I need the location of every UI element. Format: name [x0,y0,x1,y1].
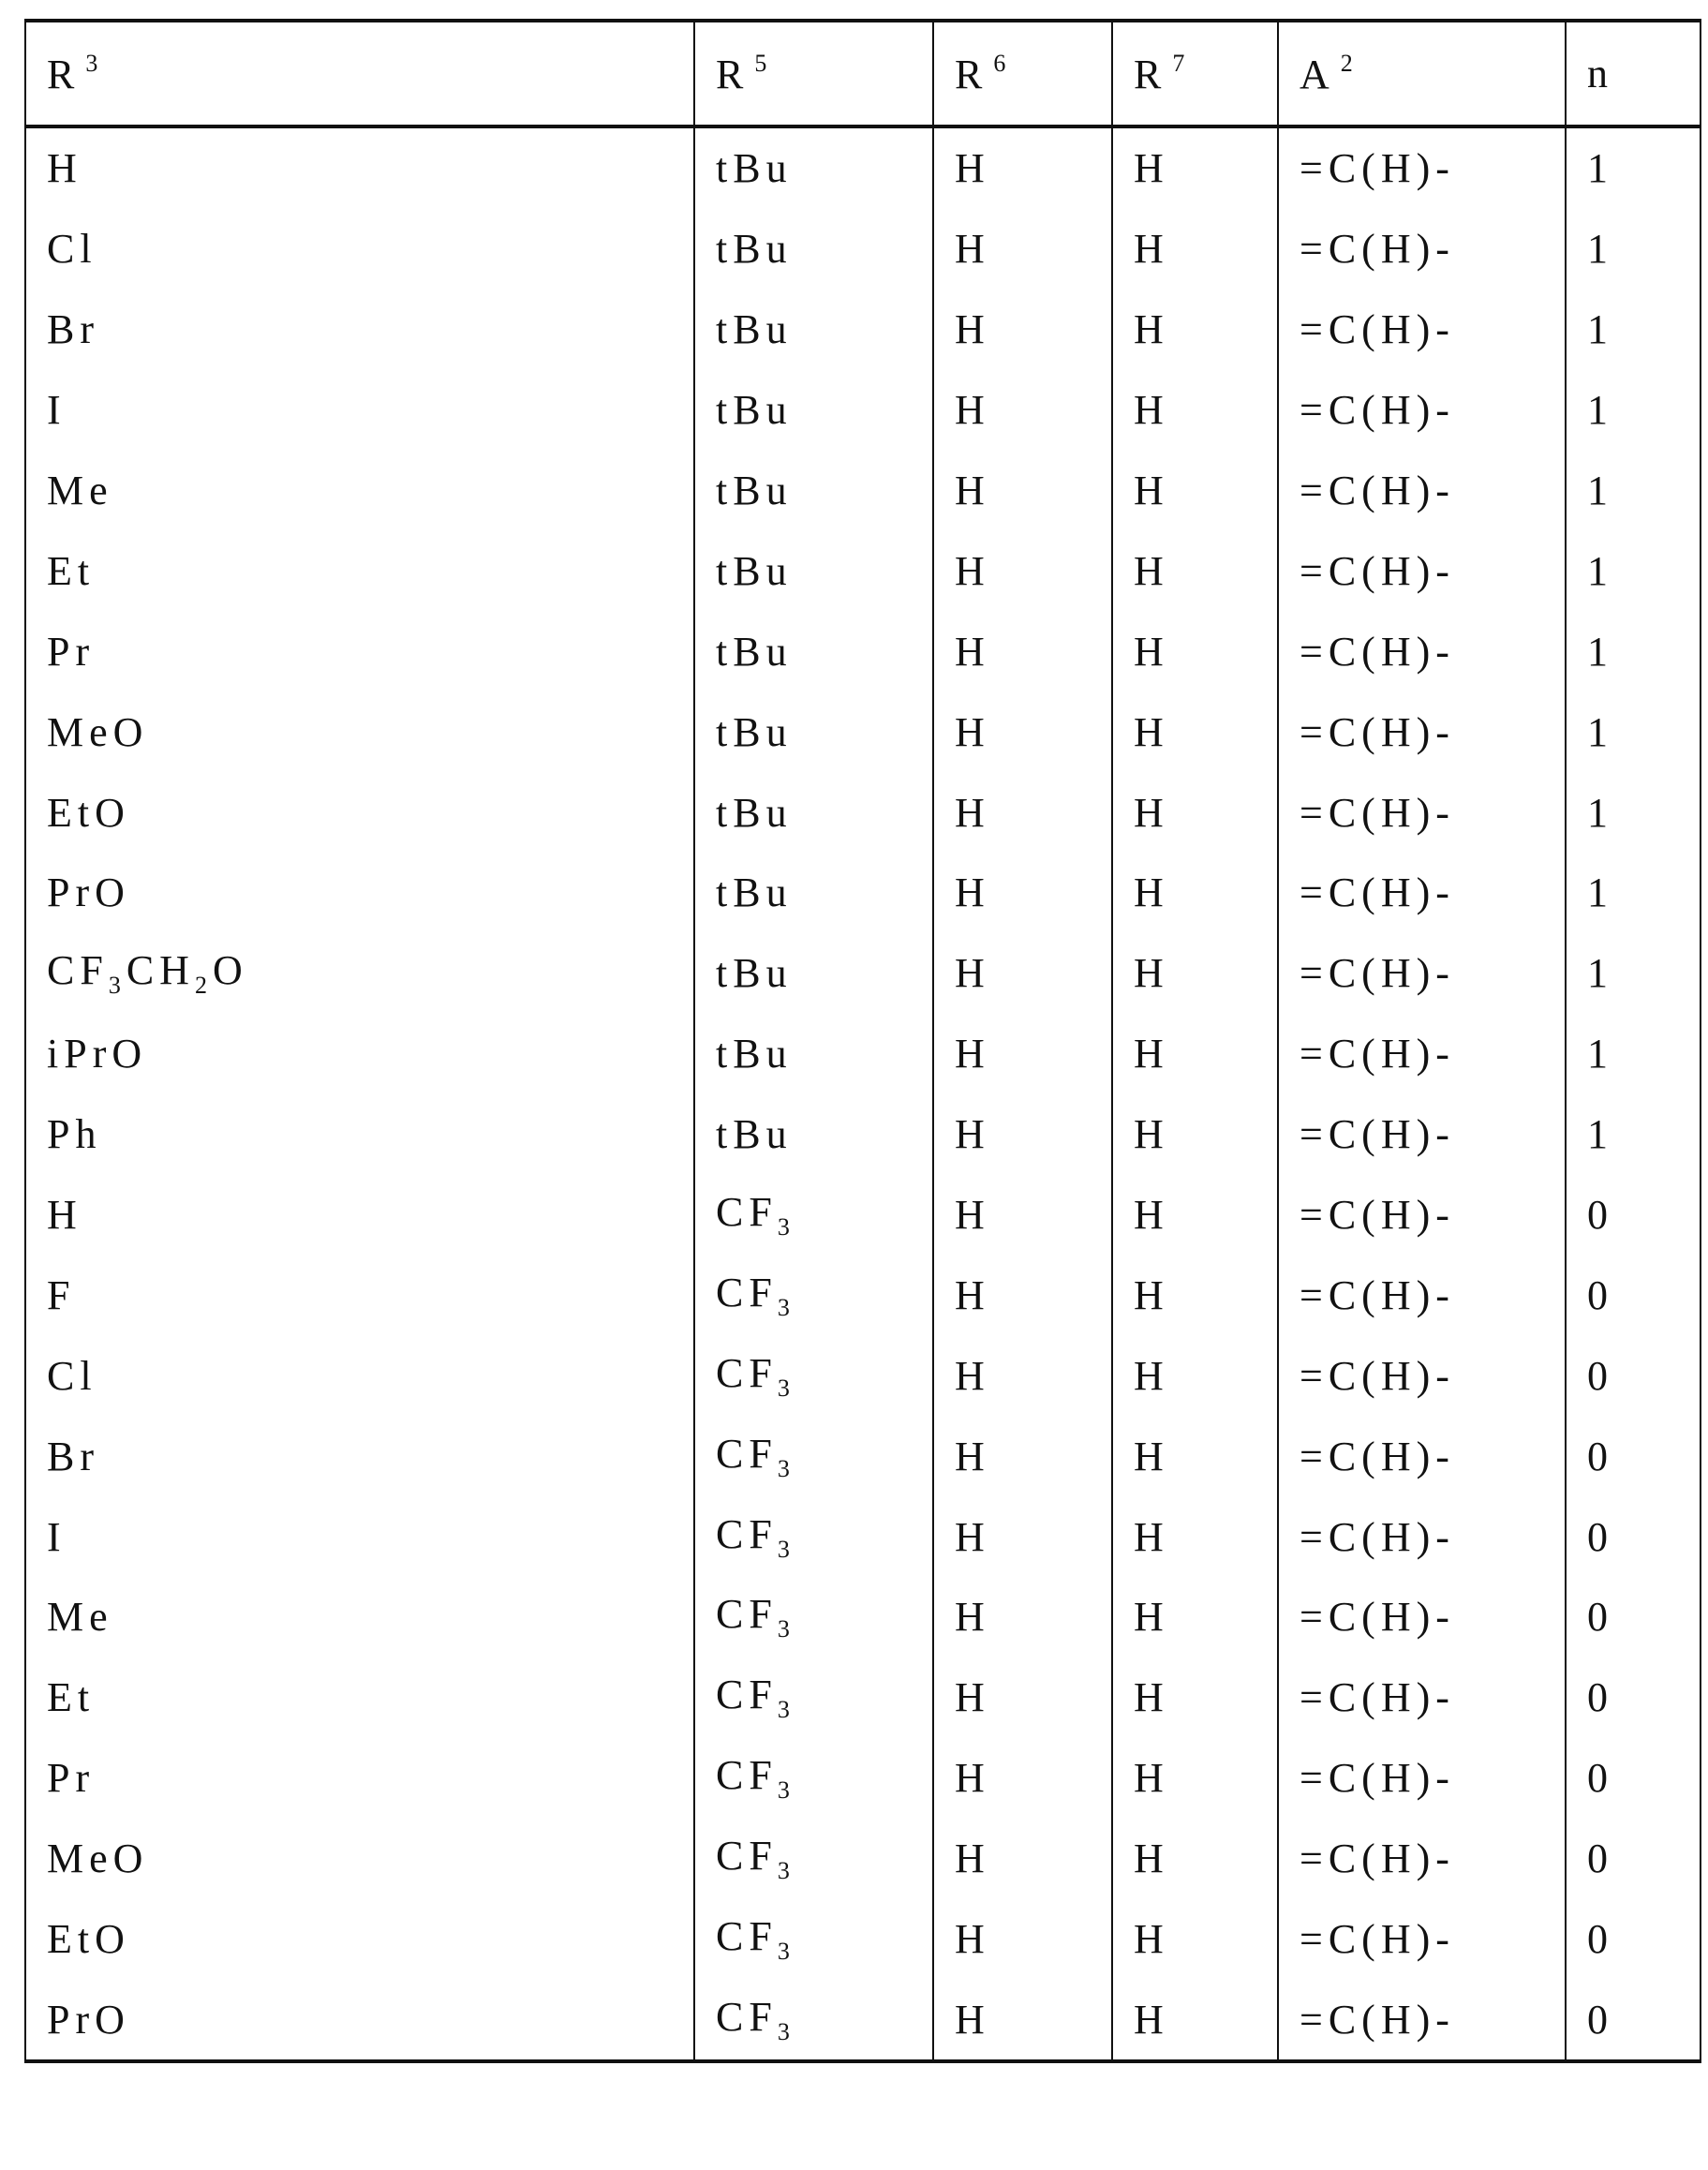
cell-r6: H [933,126,1112,209]
table-row [25,1255,1701,1335]
cell-n: 1 [1566,1014,1701,1094]
cell-r6: H [933,1014,1112,1094]
cell-r6: H [933,1819,1112,1899]
substituent-table [24,19,1701,2063]
cell-r3: Pr [25,611,694,691]
cell-n: 1 [1566,209,1701,290]
cell-n: 0 [1566,1416,1701,1496]
table-row [25,530,1701,611]
cell-r3: H [25,126,694,209]
cell-a2: =C(H)- [1278,126,1566,209]
cell-n: 1 [1566,611,1701,691]
cell-n: 0 [1566,1335,1701,1416]
cell-r5: $CF_3$ [694,1899,933,1980]
table-body [25,126,1701,2061]
table-row [25,1738,1701,1819]
cell-r3: Cl [25,1335,694,1416]
cell-r5: tBu [694,530,933,611]
cell-n: 1 [1566,451,1701,531]
cell-a2: =C(H)- [1278,1577,1566,1657]
cell-n: 0 [1566,1899,1701,1980]
cell-r5: tBu [694,370,933,451]
cell-r3: EtO [25,772,694,853]
cell-r3: PrO [25,1979,694,2061]
cell-r7: H [1112,1577,1278,1657]
cell-n: 0 [1566,1255,1701,1335]
header-r6: R $^6$ [933,21,1112,126]
cell-r7: H [1112,853,1278,933]
cell-n: 0 [1566,1657,1701,1738]
cell-r7: H [1112,1335,1278,1416]
table-row [25,370,1701,451]
table-row [25,1175,1701,1256]
cell-n: 1 [1566,1094,1701,1175]
cell-a2: =C(H)- [1278,853,1566,933]
cell-r5: tBu [694,290,933,370]
cell-a2: =C(H)- [1278,1899,1566,1980]
cell-a2: =C(H)- [1278,1416,1566,1496]
cell-r3: MeO [25,691,694,772]
cell-r7: H [1112,1979,1278,2061]
cell-r3: H [25,1175,694,1256]
cell-r5: tBu [694,209,933,290]
cell-r6: H [933,209,1112,290]
cell-r7: H [1112,290,1278,370]
cell-a2: =C(H)- [1278,1255,1566,1335]
cell-r3: iPrO [25,1014,694,1094]
cell-a2: =C(H)- [1278,290,1566,370]
cell-r6: H [933,933,1112,1014]
cell-r7: H [1112,1255,1278,1335]
cell-n: 0 [1566,1738,1701,1819]
cell-n: 1 [1566,370,1701,451]
table-row [25,1979,1701,2061]
cell-r6: H [933,1738,1112,1819]
table-row [25,611,1701,691]
cell-r6: H [933,1979,1112,2061]
cell-r6: H [933,1899,1112,1980]
cell-r3: Me [25,1577,694,1657]
cell-r6: H [933,1496,1112,1577]
cell-r7: H [1112,1738,1278,1819]
cell-r6: H [933,370,1112,451]
cell-r5: tBu [694,1094,933,1175]
cell-r3: EtO [25,1899,694,1980]
cell-n: 0 [1566,1979,1701,2061]
cell-r7: H [1112,1819,1278,1899]
cell-n: 1 [1566,933,1701,1014]
cell-r5: tBu [694,451,933,531]
cell-n: 1 [1566,290,1701,370]
table-row [25,1899,1701,1980]
cell-r7: H [1112,1175,1278,1256]
cell-r7: H [1112,1014,1278,1094]
cell-r5: $CF_3$ [694,1335,933,1416]
cell-n: 0 [1566,1496,1701,1577]
cell-a2: =C(H)- [1278,611,1566,691]
cell-r7: H [1112,1094,1278,1175]
cell-r6: H [933,1335,1112,1416]
cell-r7: H [1112,126,1278,209]
cell-a2: =C(H)- [1278,772,1566,853]
cell-r7: H [1112,370,1278,451]
cell-r5: tBu [694,126,933,209]
cell-r6: H [933,1577,1112,1657]
cell-r5: $CF_3$ [694,1416,933,1496]
cell-r5: $CF_3$ [694,1496,933,1577]
cell-a2: =C(H)- [1278,1738,1566,1819]
table-row [25,1496,1701,1577]
cell-r7: H [1112,1899,1278,1980]
cell-a2: =C(H)- [1278,691,1566,772]
cell-r6: H [933,1255,1112,1335]
table-row [25,853,1701,933]
header-r7: R $^7$ [1112,21,1278,126]
cell-r5: $CF_3$ [694,1577,933,1657]
cell-r7: H [1112,1416,1278,1496]
cell-r6: H [933,451,1112,531]
cell-r3: I [25,1496,694,1577]
cell-r7: H [1112,1657,1278,1738]
cell-r7: H [1112,209,1278,290]
table-row [25,1819,1701,1899]
table-row [25,1094,1701,1175]
cell-r5: tBu [694,611,933,691]
cell-r3: Br [25,290,694,370]
cell-a2: =C(H)- [1278,1979,1566,2061]
cell-r5: $CF_3$ [694,1657,933,1738]
cell-a2: =C(H)- [1278,1657,1566,1738]
cell-r7: H [1112,530,1278,611]
cell-n: 0 [1566,1577,1701,1657]
cell-r5: tBu [694,691,933,772]
cell-a2: =C(H)- [1278,1335,1566,1416]
cell-r7: H [1112,772,1278,853]
cell-r5: tBu [694,1014,933,1094]
cell-r3: Ph [25,1094,694,1175]
cell-r5: tBu [694,853,933,933]
table-row [25,290,1701,370]
cell-r5: tBu [694,933,933,1014]
cell-r7: H [1112,1496,1278,1577]
cell-a2: =C(H)- [1278,370,1566,451]
cell-a2: =C(H)- [1278,530,1566,611]
cell-a2: =C(H)- [1278,1014,1566,1094]
header-r5: R $^5$ [694,21,933,126]
cell-r5: $CF_3$ [694,1175,933,1256]
table-row [25,1335,1701,1416]
table-row [25,691,1701,772]
cell-r3: Pr [25,1738,694,1819]
cell-r6: H [933,290,1112,370]
cell-a2: =C(H)- [1278,209,1566,290]
cell-r6: H [933,691,1112,772]
cell-r6: H [933,853,1112,933]
cell-n: 0 [1566,1819,1701,1899]
cell-r3: F [25,1255,694,1335]
cell-a2: =C(H)- [1278,1496,1566,1577]
cell-r3: PrO [25,853,694,933]
cell-r5: $CF_3$ [694,1819,933,1899]
cell-r7: H [1112,933,1278,1014]
table-row [25,772,1701,853]
table-row [25,1014,1701,1094]
cell-r6: H [933,1416,1112,1496]
table-row [25,126,1701,209]
cell-n: 1 [1566,853,1701,933]
header-a2: A $^2$ [1278,21,1566,126]
cell-r7: H [1112,451,1278,531]
cell-r3: Br [25,1416,694,1496]
cell-r6: H [933,1175,1112,1256]
table-row [25,1416,1701,1496]
cell-r3: Et [25,1657,694,1738]
table-row [25,933,1701,1014]
table-row [25,451,1701,531]
cell-n: 1 [1566,126,1701,209]
cell-n: 1 [1566,530,1701,611]
cell-r7: H [1112,611,1278,691]
cell-n: 1 [1566,772,1701,853]
header-r3: R $^3$ [25,21,694,126]
cell-r3: Et [25,530,694,611]
cell-a2: =C(H)- [1278,933,1566,1014]
cell-r3: MeO [25,1819,694,1899]
cell-r7: H [1112,691,1278,772]
cell-n: 1 [1566,691,1701,772]
cell-r5: $CF_3$ [694,1979,933,2061]
cell-a2: =C(H)- [1278,1094,1566,1175]
table-row [25,1657,1701,1738]
cell-r3: $CF_3CH_2O$ [25,933,694,1014]
cell-a2: =C(H)- [1278,451,1566,531]
cell-r6: H [933,1094,1112,1175]
header-n: n [1566,21,1701,126]
table-row [25,209,1701,290]
header-row [25,21,1701,126]
cell-r3: I [25,370,694,451]
cell-r5: tBu [694,772,933,853]
cell-a2: =C(H)- [1278,1819,1566,1899]
cell-r3: Cl [25,209,694,290]
cell-r6: H [933,530,1112,611]
cell-n: 0 [1566,1175,1701,1256]
table-row [25,1577,1701,1657]
cell-r6: H [933,772,1112,853]
cell-r5: $CF_3$ [694,1738,933,1819]
cell-a2: =C(H)- [1278,1175,1566,1256]
cell-r5: $CF_3$ [694,1255,933,1335]
cell-r6: H [933,1657,1112,1738]
cell-r6: H [933,611,1112,691]
cell-r3: Me [25,451,694,531]
